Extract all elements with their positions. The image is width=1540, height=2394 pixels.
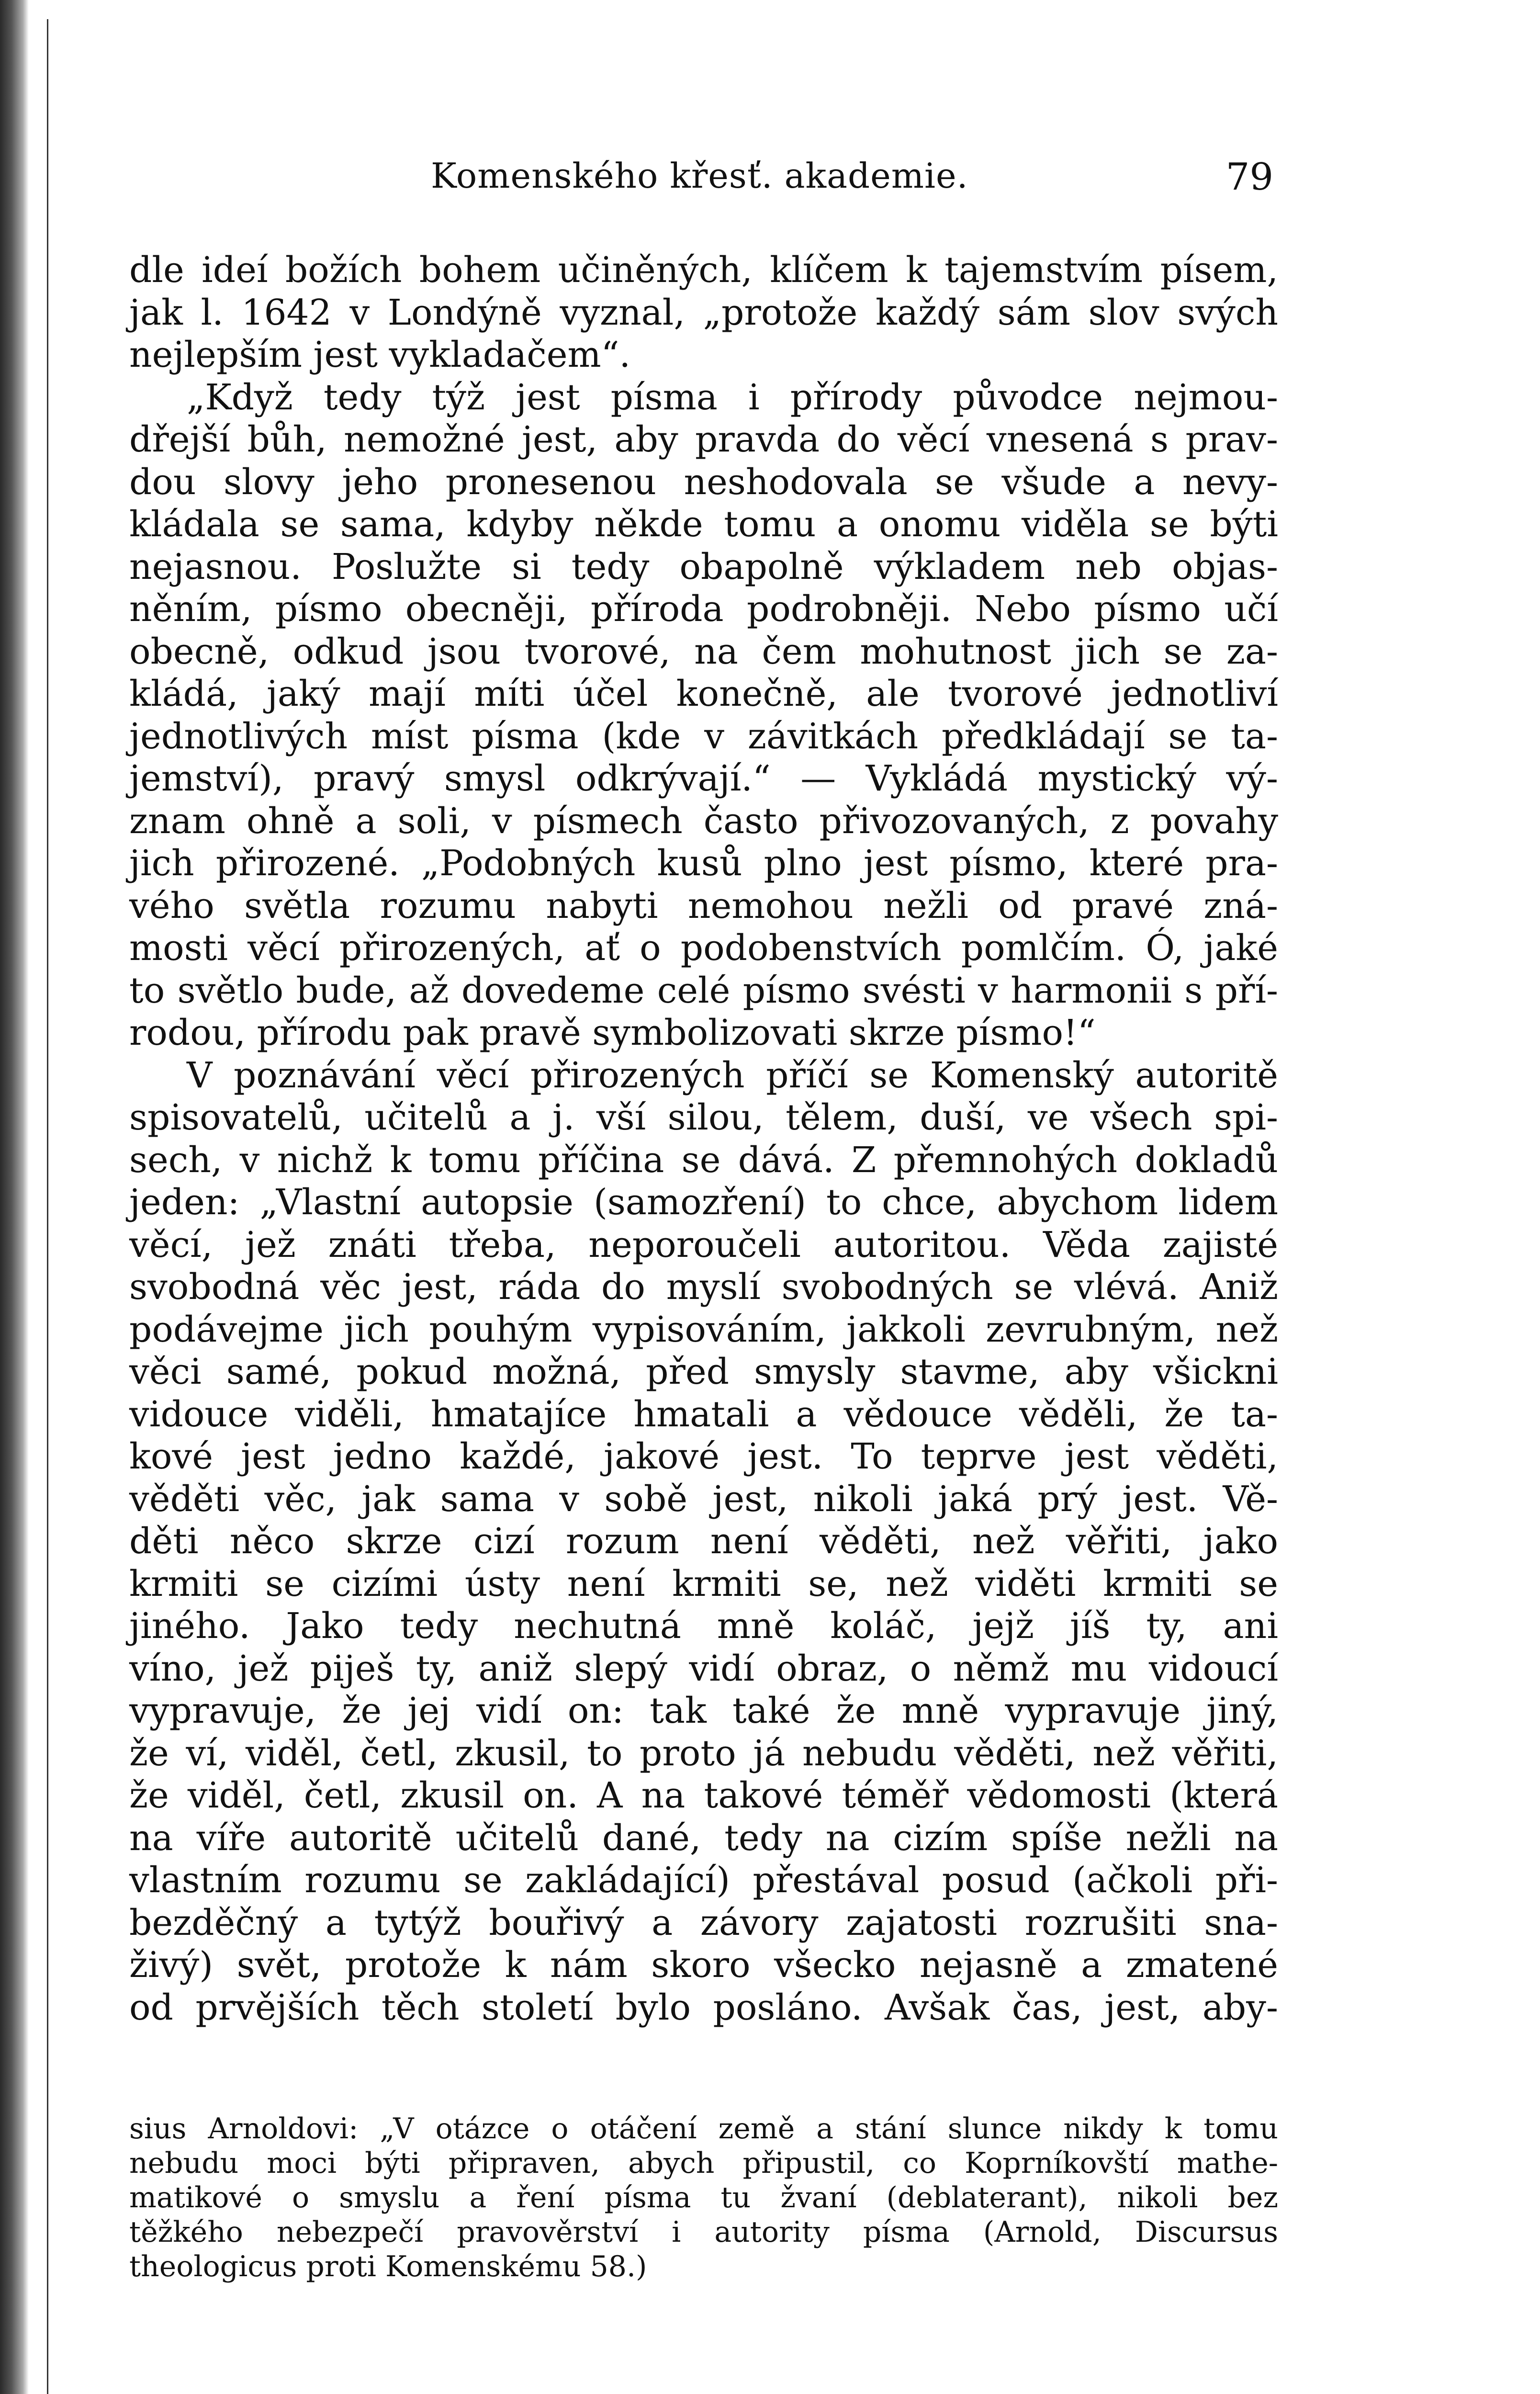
text-line: nejasnou. Poslužte si tedy obapolně výkladem neb objas- <box>129 546 1278 587</box>
text-line: něním, písmo obecněji, příroda podrobněji. Nebo písmo učí <box>129 588 1278 630</box>
text-line: V poznávání věcí přirozených příčí se Komenský autoritě <box>187 1054 1278 1096</box>
page-header <box>129 156 1273 199</box>
text-line: nejlepším jest vykladačem“. <box>129 334 631 375</box>
text-line: na víře autoritě učitelů dané, tedy na cizím spíše nežli na <box>129 1817 1278 1859</box>
text-line: podávejme jich pouhým vypisováním, jakkoli zevrubným, než <box>129 1309 1278 1350</box>
text-line: jiného. Jako tedy nechutná mně koláč, jejž jíš ty, ani <box>129 1605 1278 1647</box>
text-line: rodou, přírodu pak pravě symbolizovati skrze písmo!“ <box>129 1012 1096 1053</box>
footnote-line: sius Arnoldovi: „V otázce o otáčení země a stání slunce nikdy k tomu <box>129 2112 1278 2146</box>
text-line: jak l. 1642 v Londýně vyznal, „protože každý sám slov svých <box>129 292 1278 333</box>
text-line: vypravuje, že jej vidí on: tak také že mně vypravuje jiný, <box>129 1690 1278 1731</box>
text-line: jemství), pravý smysl odkrývají.“ — Vykládá mystický vý- <box>129 758 1278 799</box>
footnote-line: těžkého nebezpečí pravověrství i autority písma (Arnold, Discursus <box>129 2215 1278 2249</box>
text-line: živý) svět, protože k nám skoro všecko nejasně a zmatené <box>129 1944 1278 1986</box>
text-line: jednotlivých míst písma (kde v závitkách předkládají se ta- <box>129 715 1278 757</box>
text-line: krmiti se cizími ústy není krmiti se, než viděti krmiti se <box>129 1563 1278 1604</box>
text-line: od prvějších těch století bylo posláno. Avšak čas, jest, aby- <box>129 1987 1278 2028</box>
text-line: vlastním rozumu se zakládající) přestával posud (ačkoli při- <box>129 1860 1278 1901</box>
text-line: vého světla rozumu nabyti nemohou nežli od pravé zná- <box>129 885 1278 926</box>
text-line: věcí, jež znáti třeba, neporoučeli autoritou. Věda zajisté <box>129 1224 1278 1265</box>
text-line: dou slovy jeho pronesenou neshodovala se všude a nevy- <box>129 461 1278 503</box>
text-line: víno, jež piješ ty, aniž slepý vidí obraz, o němž mu vidoucí <box>129 1648 1278 1689</box>
text-line: věděti věc, jak sama v sobě jest, nikoli jaká prý jest. Vě- <box>129 1478 1278 1520</box>
text-line: kové jest jedno každé, jakové jest. To teprve jest věděti, <box>129 1436 1278 1477</box>
main-text <box>129 249 1278 2029</box>
text-line: věci samé, pokud možná, před smysly stavme, aby všickni <box>129 1351 1278 1392</box>
text-line: kládala se sama, kdyby někde tomu a onomu viděla se býti <box>129 504 1278 545</box>
footnote-line: nebudu moci býti připraven, abych připustil, co Koprníkovští mathe- <box>129 2146 1278 2180</box>
text-line: to světlo bude, až dovedeme celé písmo svésti v harmonii s pří- <box>129 970 1278 1011</box>
text-line: že ví, viděl, četl, zkusil, to proto já nebudu věděti, než věřiti, <box>129 1732 1278 1774</box>
footnote <box>129 2112 1278 2284</box>
text-line: jich přirozené. „Podobných kusů plno jest písmo, které pra- <box>129 843 1278 884</box>
text-line: že viděl, četl, zkusil on. A na takové téměř vědomosti (která <box>129 1775 1278 1816</box>
text-line: dřejší bůh, nemožné jest, aby pravda do věcí vnesená s prav- <box>129 419 1278 460</box>
text-line: jeden: „Vlastní autopsie (samozření) to chce, abychom lidem <box>129 1182 1278 1223</box>
text-line: spisovatelů, učitelů a j. vší silou, tělem, duší, ve všech spi- <box>129 1097 1278 1138</box>
text-line: děti něco skrze cizí rozum není věděti, než věřiti, jako <box>129 1521 1278 1562</box>
book-spine-shadow <box>0 0 29 2394</box>
page-edge-line <box>47 19 48 2394</box>
text-line: bezděčný a tytýž bouřivý a závory zajatosti rozrušiti sna- <box>129 1902 1278 1943</box>
footnote-line: theologicus proti Komenskému 58.) <box>129 2250 647 2283</box>
page-number: 79 <box>1225 156 1273 199</box>
text-line: „Když tedy týž jest písma i přírody původce nejmou- <box>187 376 1278 418</box>
text-line: kládá, jaký mají míti účel konečně, ale tvorové jednotliví <box>129 673 1278 714</box>
text-line: sech, v nichž k tomu příčina se dává. Z přemnohých dokladů <box>129 1139 1278 1181</box>
footnote-line: matikové o smyslu a ření písma tu žvaní (deblaterant), nikoli bez <box>129 2181 1278 2214</box>
running-title: Komenského křesť. akademie. <box>431 156 968 196</box>
text-line: znam ohně a soli, v písmech často přivozovaných, z povahy <box>129 800 1278 842</box>
text-line: dle ideí božích bohem učiněných, klíčem k tajemstvím písem, <box>129 249 1278 291</box>
text-line: vidouce viděli, hmatajíce hmatali a vědouce věděli, že ta- <box>129 1393 1278 1435</box>
text-line: svobodná věc jest, ráda do myslí svobodných se vlévá. Aniž <box>129 1266 1278 1308</box>
text-line: mosti věcí přirozených, ať o podobenstvích pomlčím. Ó, jaké <box>129 927 1278 969</box>
text-line: obecně, odkud jsou tvorové, na čem mohutnost jich se za- <box>129 631 1278 672</box>
